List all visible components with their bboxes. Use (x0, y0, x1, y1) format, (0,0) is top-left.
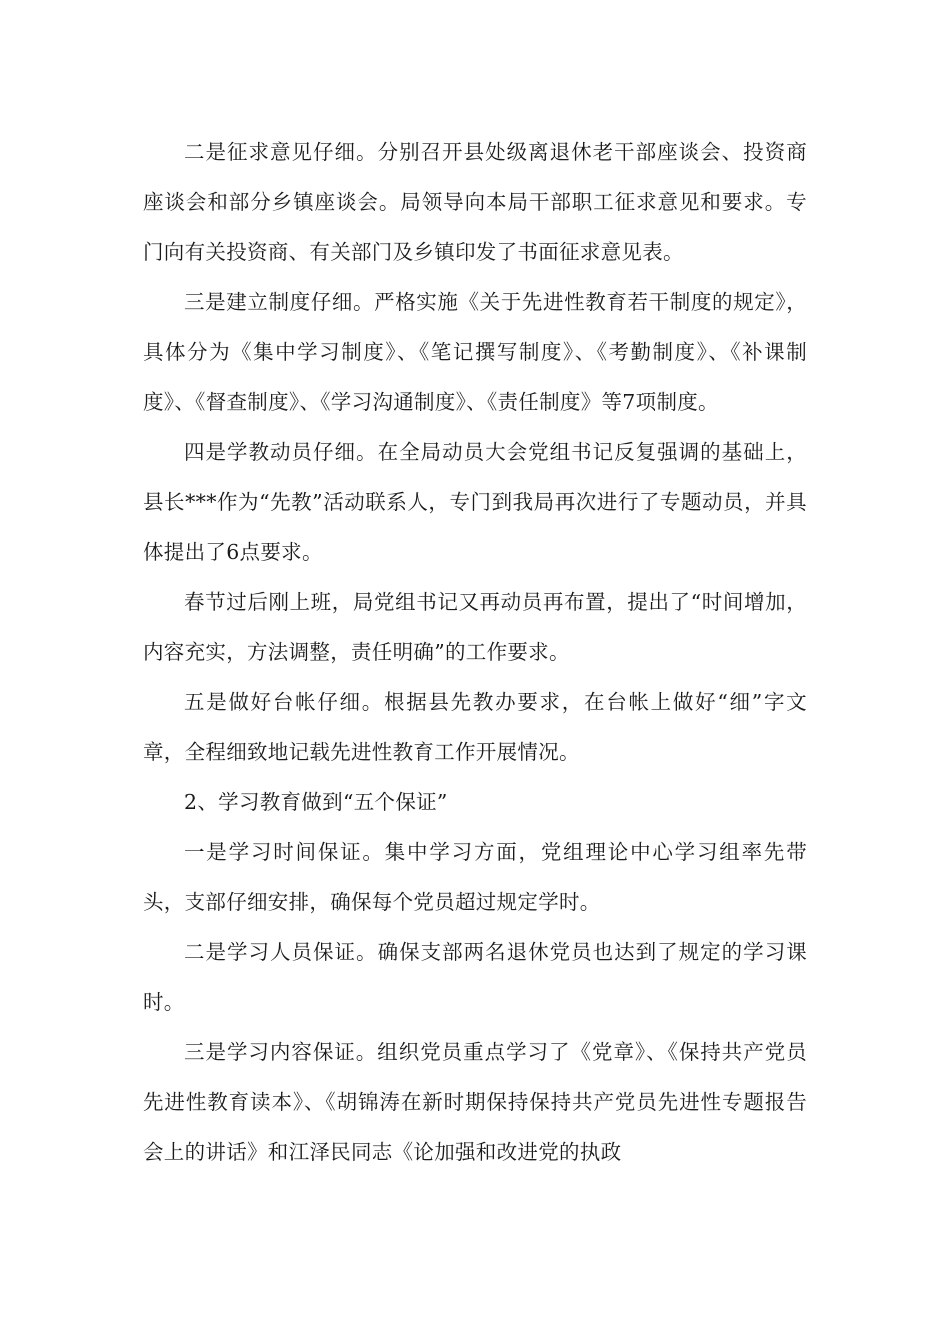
paragraph-ledger: 五是做好台帐仔细。根据县先教办要求，在台帐上做好“细”字文章，全程细致地记载先进性教育工作开展情况。 (143, 690, 807, 764)
section-heading-five-guarantees: 2、学习教育做到“五个保证” (184, 790, 448, 814)
paragraph-study-time: 一是学习时间保证。集中学习方面，党组理论中心学习组率先带头，支部仔细安排，确保每个党员超过规定学时。 (143, 840, 807, 914)
paragraph-establish-rules: 三是建立制度仔细。严格实施《关于先进性教育若干制度的规定》，具体分为《集中学习制度》、《笔记撰写制度》、《考勤制度》、《补课制度》、《督查制度》、《学习沟通制度》、《责任制度》等7项制度。 (143, 290, 807, 414)
paragraph-spring-festival: 春节过后刚上班，局党组书记又再动员再布置，提出了“时间增加，内容充实，方法调整，责任明确”的工作要求。 (143, 590, 807, 664)
paragraph-mobilization: 四是学教动员仔细。在全局动员大会党组书记反复强调的基础上，县长***作为“先教”活动联系人，专门到我局再次进行了专题动员，并具体提出了6点要求。 (143, 440, 807, 564)
document-body (143, 127, 807, 1177)
paragraph-solicit-opinions: 二是征求意见仔细。分别召开县处级离退休老干部座谈会、投资商座谈会和部分乡镇座谈会。局领导向本局干部职工征求意见和要求。专门向有关投资商、有关部门及乡镇印发了书面征求意见表。 (143, 140, 807, 264)
paragraph-study-personnel: 二是学习人员保证。确保支部两名退休党员也达到了规定的学习课时。 (143, 940, 807, 1014)
paragraph-study-content: 三是学习内容保证。组织党员重点学习了《党章》、《保持共产党员先进性教育读本》、《胡锦涛在新时期保持保持共产党员先进性专题报告会上的讲话》和江泽民同志《论加强和改进党的执政 (143, 1040, 807, 1164)
